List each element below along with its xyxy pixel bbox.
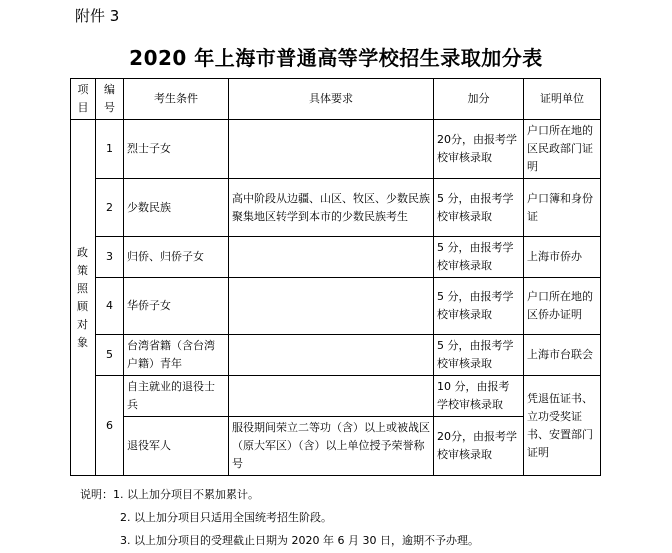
row-condition: 归侨、归侨子女	[124, 237, 229, 278]
row-bonus: 5 分，由报考学校审核录取	[434, 179, 524, 237]
row-bonus: 5 分，由报考学校审核录取	[434, 237, 524, 278]
header-proof: 证明单位	[524, 79, 601, 120]
bonus-table	[70, 78, 601, 476]
header-no: 编号	[96, 79, 124, 120]
table-row	[71, 335, 601, 376]
row-requirement	[229, 120, 434, 179]
row-condition: 退役军人	[124, 417, 229, 476]
header-condition: 考生条件	[124, 79, 229, 120]
table-row	[71, 237, 601, 278]
row-proof: 上海市台联会	[524, 335, 601, 376]
row-no: 6	[96, 376, 124, 476]
row-proof: 凭退伍证书、立功受奖证书、安置部门证明	[524, 376, 601, 476]
page-title: 2020 年上海市普通高等学校招生录取加分表	[129, 46, 543, 70]
row-proof: 上海市侨办	[524, 237, 601, 278]
row-requirement	[229, 376, 434, 417]
table-row	[71, 376, 601, 417]
attachment-label: 附件 3	[75, 7, 120, 25]
row-condition: 烈士子女	[124, 120, 229, 179]
row-condition: 自主就业的退役士兵	[124, 376, 229, 417]
row-proof: 户口所在地的区民政部门证明	[524, 120, 601, 179]
row-condition: 华侨子女	[124, 278, 229, 335]
row-bonus: 5 分，由报考学校审核录取	[434, 335, 524, 376]
row-requirement: 服役期间荣立二等功（含）以上或被战区（原大军区）（含）以上单位授予荣誉称号	[229, 417, 434, 476]
header-item: 项目	[71, 79, 96, 120]
row-bonus: 20分，由报考学校审核录取	[434, 120, 524, 179]
row-condition: 台湾省籍（含台湾户籍）青年	[124, 335, 229, 376]
row-no: 1	[96, 120, 124, 179]
row-proof: 户口所在地的区侨办证明	[524, 278, 601, 335]
row-bonus: 5 分，由报考学校审核录取	[434, 278, 524, 335]
group-label: 政策照顾对象	[71, 120, 96, 476]
row-no: 3	[96, 237, 124, 278]
row-bonus: 10 分，由报考学校审核录取	[434, 376, 524, 417]
note-1: 说明：1. 以上加分项目不累加累计。	[80, 488, 259, 501]
header-requirement: 具体要求	[229, 79, 434, 120]
table-row	[71, 179, 601, 237]
table-header-row	[71, 79, 601, 120]
row-requirement	[229, 335, 434, 376]
notes	[80, 483, 479, 552]
row-no: 4	[96, 278, 124, 335]
note-3: 3. 以上加分项目的受理截止日期为 2020 年 6 月 30 日，逾期不予办理。	[120, 534, 479, 547]
table-row	[71, 417, 601, 476]
header-bonus: 加分	[434, 79, 524, 120]
table-row	[71, 120, 601, 179]
table-row	[71, 278, 601, 335]
row-condition: 少数民族	[124, 179, 229, 237]
row-no: 2	[96, 179, 124, 237]
row-requirement	[229, 237, 434, 278]
note-2: 2. 以上加分项目只适用全国统考招生阶段。	[120, 511, 332, 524]
row-proof: 户口簿和身份证	[524, 179, 601, 237]
row-bonus: 20分，由报考学校审核录取	[434, 417, 524, 476]
row-requirement: 高中阶段从边疆、山区、牧区、少数民族聚集地区转学到本市的少数民族考生	[229, 179, 434, 237]
row-no: 5	[96, 335, 124, 376]
row-requirement	[229, 278, 434, 335]
